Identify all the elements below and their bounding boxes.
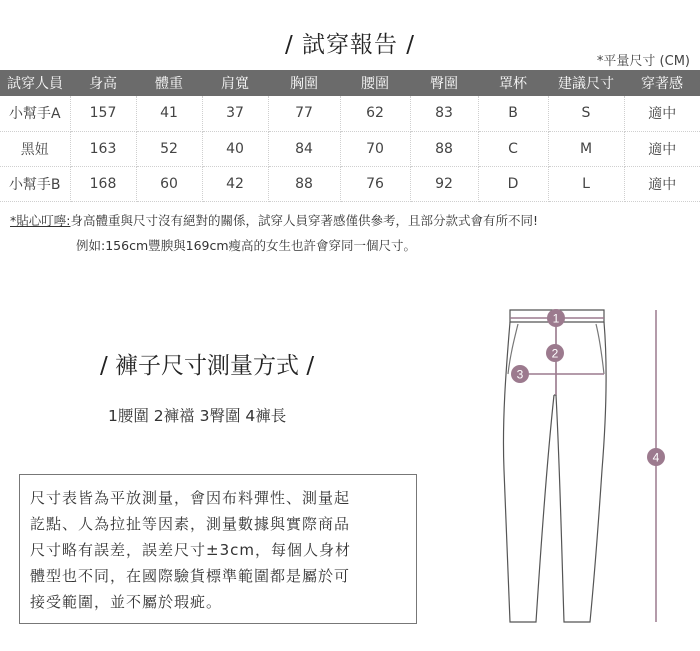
header-cell: 身高	[70, 70, 136, 96]
pants-diagram	[480, 300, 680, 630]
disclaimer-line: 尺寸略有誤差，誤差尺寸±3cm，每個人身材	[30, 541, 351, 559]
table-cell: 黑妞	[0, 131, 70, 166]
fitting-report-table	[0, 70, 700, 202]
marker-1-label: 1	[552, 311, 560, 326]
table-cell: 37	[202, 96, 268, 131]
table-row	[0, 96, 700, 131]
table-row	[0, 166, 700, 201]
table-cell: 163	[70, 131, 136, 166]
table-cell: 77	[268, 96, 340, 131]
disclaimer-line: 接受範圍，並不屬於瑕疵。	[30, 593, 223, 611]
measure-items: 1腰圍 2褲襠 3臀圍 4褲長	[108, 407, 287, 425]
unit-note: *平量尺寸 (CM)	[596, 54, 690, 69]
marker-2	[546, 344, 564, 362]
header-cell: 腰圍	[340, 70, 410, 96]
table-cell: 168	[70, 166, 136, 201]
table-cell: 83	[410, 96, 478, 131]
report-title: / 試穿報告 /	[284, 32, 416, 58]
table-cell: B	[478, 96, 548, 131]
table-cell: D	[478, 166, 548, 201]
table-cell: 84	[268, 131, 340, 166]
marker-4	[647, 448, 665, 466]
table-cell: 40	[202, 131, 268, 166]
header-cell: 建議尺寸	[548, 70, 624, 96]
disclaimer-box	[19, 474, 417, 624]
table-cell: 小幫手B	[0, 166, 70, 201]
table-cell: C	[478, 131, 548, 166]
header-cell: 胸圍	[268, 70, 340, 96]
table-cell: 適中	[624, 96, 700, 131]
header-cell: 罩杯	[478, 70, 548, 96]
fitting-note-line2: 例如:156cm豐腴與169cm瘦高的女生也許會穿同一個尺寸。	[76, 238, 417, 253]
marker-3	[511, 365, 529, 383]
table-cell: 41	[136, 96, 202, 131]
header-cell: 試穿人員	[0, 70, 70, 96]
table-cell: S	[548, 96, 624, 131]
table-cell: 76	[340, 166, 410, 201]
measure-title: / 褲子尺寸測量方式 /	[100, 353, 315, 379]
table-cell: 適中	[624, 166, 700, 201]
disclaimer-line: 尺寸表皆為平放測量，會因布料彈性、測量起	[30, 489, 351, 507]
note-text: 身高體重與尺寸沒有絕對的關係，試穿人員穿著感僅供參考，且部分款式會有所不同!	[70, 213, 538, 228]
table-cell: 92	[410, 166, 478, 201]
disclaimer-line: 訖點、人為拉扯等因素，測量數據與實際商品	[30, 515, 351, 533]
fitting-note-line1	[10, 211, 538, 229]
table-cell: 60	[136, 166, 202, 201]
table-cell: 70	[340, 131, 410, 166]
table-cell: 62	[340, 96, 410, 131]
header-cell: 體重	[136, 70, 202, 96]
header-cell: 肩寬	[202, 70, 268, 96]
table-cell: 小幫手A	[0, 96, 70, 131]
table-cell: 88	[268, 166, 340, 201]
table-cell: 適中	[624, 131, 700, 166]
note-prefix: *貼心叮嚀:	[10, 213, 71, 228]
marker-1	[547, 309, 565, 327]
table-row	[0, 131, 700, 166]
header-cell: 穿著感	[624, 70, 700, 96]
table-cell: 157	[70, 96, 136, 131]
marker-2-label: 2	[551, 346, 559, 361]
marker-4-label: 4	[652, 450, 660, 465]
table-cell: 52	[136, 131, 202, 166]
table-header-row	[0, 70, 700, 96]
marker-3-label: 3	[516, 367, 524, 382]
measure-lines	[510, 310, 656, 622]
header-cell: 臀圍	[410, 70, 478, 96]
table-cell: 88	[410, 131, 478, 166]
table-cell: 42	[202, 166, 268, 201]
table-cell: M	[548, 131, 624, 166]
table-cell: L	[548, 166, 624, 201]
disclaimer-line: 體型也不同，在國際驗貨標準範圍都是屬於可	[30, 567, 351, 585]
